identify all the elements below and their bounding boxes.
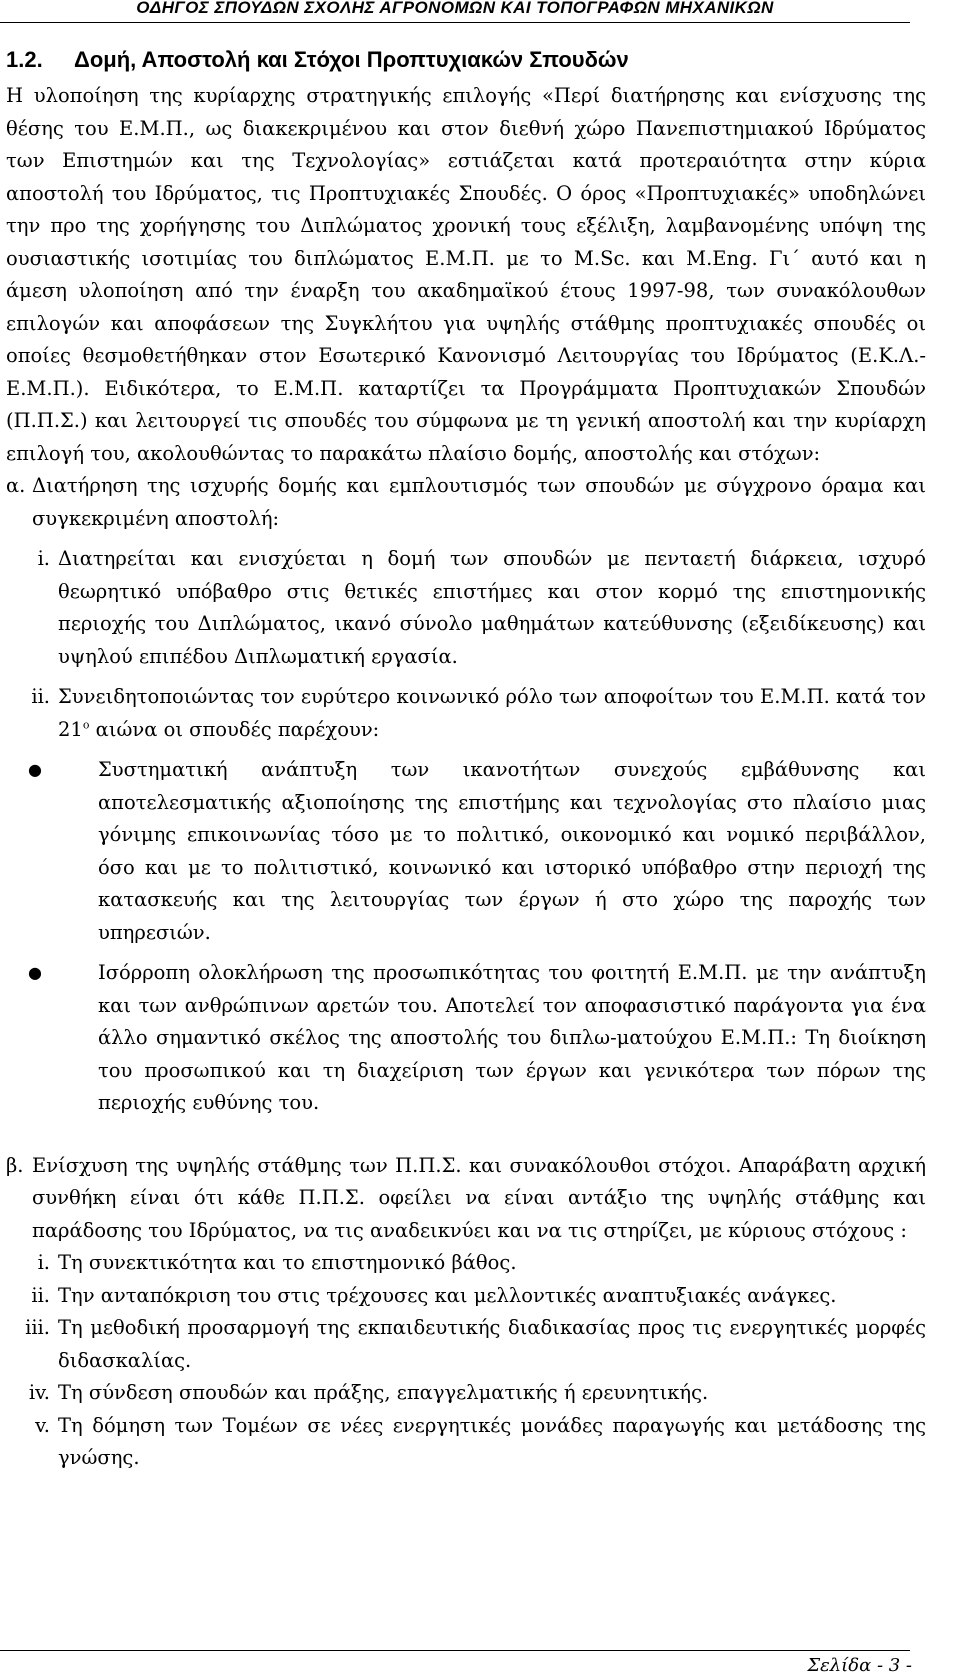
section-title: Δομή, Αποστολή και Στόχοι Προπτυχιακών Σπουδών <box>74 47 629 72</box>
goal-b-item-text: Τη δόμηση των Τομέων σε νέες ενεργητικές μονάδες παραγωγής και μετάδοσης της γνώσης. <box>58 1413 926 1469</box>
goal-a-text: Διατήρηση της ισχυρής δομής και εμπλουτισμός των σπουδών με σύγχρονο όραμα και συγκεκριμένη αποστολή: <box>32 474 926 530</box>
bullet-icon: ● <box>28 760 42 779</box>
goal-b-item-marker: iv. <box>28 1381 50 1404</box>
bullet-icon: ● <box>28 963 42 982</box>
goal-a <box>6 470 926 535</box>
goal-b-item-text: Την ανταπόκριση του στις τρέχουσες και μελλοντικές αναπτυξιακές ανάγκες. <box>58 1283 837 1307</box>
goal-b-item <box>6 1377 926 1410</box>
goal-b-item <box>6 1247 926 1280</box>
goal-b-item-marker: v. <box>35 1413 50 1437</box>
running-header: ΟΔΗΓΟΣ ΣΠΟΥΔΩΝ ΣΧΟΛΗΣ ΑΓΡΟΝΟΜΩΝ ΚΑΙ ΤΟΠΟΓΡΑΦΩΝ ΜΗΧΑΝΙΚΩΝ <box>0 0 910 23</box>
goal-a-sub-ii <box>6 681 926 746</box>
goal-a-sub-i-marker: i. <box>37 547 50 570</box>
list-item <box>6 957 926 1120</box>
goal-a-sub-ii-text-before: Συνειδητοποιώντας τον ευρύτερο κοινωνικό ρόλο των αποφοίτων του Ε.Μ.Π. κατά τον 21 <box>58 685 926 741</box>
page-content <box>6 44 926 1475</box>
footer-rule <box>0 1650 910 1651</box>
bullet-text: Συστηματική ανάπτυξη των ικανοτήτων συνεχούς εμβάθυνσης και αποτελεσματικής αξιοποίησης της επιστήμης και τεχνολογίας στο πλαίσιο μιας γόνιμης επικοινωνίας τόσο με το πολιτικό, οικονομικό και νομικό περιβάλλον, όσο και με το πολιτιστικό, κοινωνικό και ιστορικό υπόβαθρο στην περιοχή της κατασκευής και της λειτουργίας των έργων ή στο χώρο της παροχής των υπηρεσιών. <box>98 758 926 944</box>
goal-b-item <box>6 1312 926 1377</box>
goal-a-marker: α. <box>6 474 26 497</box>
intro-paragraph: Η υλοποίηση της κυρίαρχης στρατηγικής επιλογής «Περί διατήρησης και ενίσχυσης της θέσης του Ε.Μ.Π., ως διακεκριμένου και στον διεθνή χώρο Πανεπιστημιακού Ιδρύματος των Επιστημών και της Τεχνολογίας» εστιάζεται κατά προτεραιότητα στην κύρια αποστολή του Ιδρύματος, τις Προπτυχιακές Σπουδές. Ο όρος «Προπτυχιακές» υποδηλώνει την προ της χορήγησης του Διπλώματος χρονική τους εξέλιξη, λαμβανομένης υπόψη της ουσιαστικής ισοτιμίας του διπλώματος Ε.Μ.Π. με το M.Sc. και M.Eng. Γι΄ αυτό και η άμεση υλοποίηση από την έναρξη του ακαδημαϊκού έτους 1997-98, των συνακόλουθων επιλογών και αποφάσεων της Συγκλήτου για υψηλής στάθμης προπτυχιακές σπουδές οι οποίες θεσμοθετήθηκαν στον Εσωτερικό Κανονισμό Λειτουργίας του Ιδρύματος (Ε.Κ.Λ.-Ε.Μ.Π.). Ειδικότερα, το Ε.Μ.Π. καταρτίζει τα Προγράμματα Προπτυχιακών Σπουδών (Π.Π.Σ.) και λειτουργεί τις σπουδές του σύμφωνα με τη γενική αποστολή και την κυρίαρχη επιλογή του, ακολουθώντας το παρακάτω πλαίσιο δομής, αποστολής και στόχων: <box>6 84 926 465</box>
goal-b-text: Ενίσχυση της υψηλής στάθμης των Π.Π.Σ. και συνακόλουθοι στόχοι. Απαράβατη αρχική συνθήκη είναι ότι κάθε Π.Π.Σ. οφείλει να είναι αντάξιο της υψηλής στάθμης και παράδοσης του Ιδρύματος, να τις αναδεικνύει και να τις στηρίζει, με κύριους στόχους : <box>32 1153 926 1242</box>
list-item <box>6 754 926 949</box>
section-number: 1.2. <box>6 47 43 72</box>
century-superscript: ο <box>82 718 90 731</box>
goal-a-sub-ii-text-after: αιώνα οι σπουδές παρέχουν: <box>89 717 380 741</box>
page-number: Σελίδα - 3 - <box>807 1655 912 1676</box>
goal-b-item <box>6 1280 926 1313</box>
goal-b-item-text: Τη συνεκτικότητα και το επιστημονικό βάθος. <box>58 1251 517 1274</box>
goal-b-marker: β. <box>6 1153 24 1177</box>
goal-a-sub-ii-text <box>58 681 926 746</box>
goal-a-sub-i <box>6 543 926 673</box>
goal-b-item-marker: ii. <box>31 1283 50 1307</box>
goal-b <box>6 1150 926 1248</box>
goal-b-item-text: Τη σύνδεση σπουδών και πράξης, επαγγελματικής ή ερευνητικής. <box>58 1381 709 1404</box>
bullet-text: Ισόρροπη ολοκλήρωση της προσωπικότητας του φοιτητή Ε.Μ.Π. με την ανάπτυξη και των ανθρώπινων αρετών του. Αποτελεί τον αποφασιστικό παράγοντα για ένα άλλο σημαντικό σκέλος της αποστολής του διπλω-ματούχου Ε.Μ.Π.: Τη διοίκηση του προσωπικού και τη διαχείριση των έργων και γενικότερα των πόρων της περιοχής ευθύνης του. <box>98 961 926 1114</box>
goal-a-sub-i-text: Διατηρείται και ενισχύεται η δομή των σπουδών με πενταετή διάρκεια, ισχυρό θεωρητικό υπόβαθρο στις θετικές επιστήμες και στον κορμό της επιστημονικής περιοχής του Διπλώματος, ικανό σύνολο μαθημάτων κατεύθυνσης (εξειδίκευσης) και υψηλού επιπέδου Διπλωματική εργασία. <box>58 547 926 668</box>
goal-b-item-marker: i. <box>37 1251 50 1274</box>
goal-a-sub-ii-marker: ii. <box>31 685 50 708</box>
goal-b-item <box>6 1410 926 1475</box>
goal-b-item-text: Τη μεθοδική προσαρμογή της εκπαιδευτικής διαδικασίας προς τις ενεργητικές μορφές διδασκαλίας. <box>58 1316 926 1372</box>
goal-b-item-marker: iii. <box>25 1316 50 1339</box>
section-heading <box>6 44 926 76</box>
